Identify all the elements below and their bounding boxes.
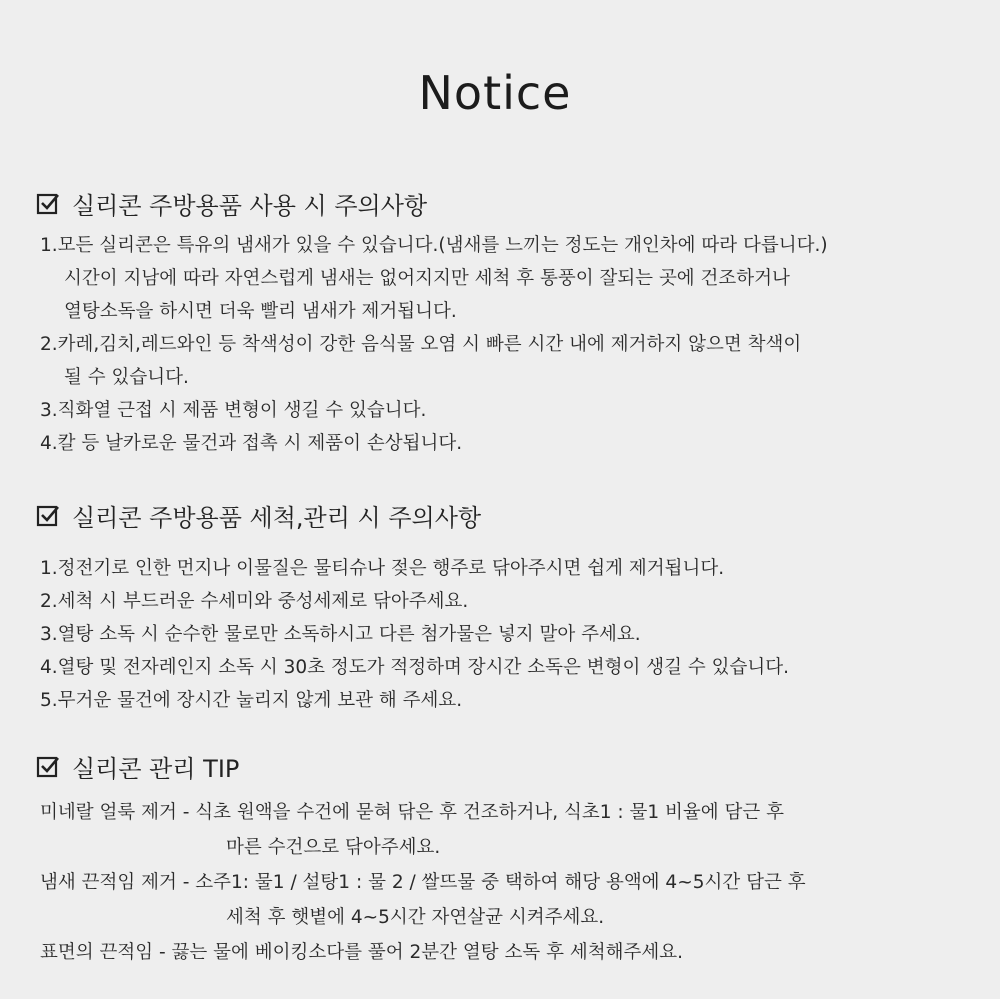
checkbox-checked-icon	[36, 504, 60, 528]
list-item: 될 수 있습니다.	[64, 367, 189, 388]
list-item: 마른 수건으로 닦아주세요.	[226, 837, 441, 858]
section-heading-text: 실리콘 관리 TIP	[72, 755, 240, 783]
usage-caution-list	[40, 229, 828, 460]
list-item: 5.무거운 물건에 장시간 눌리지 않게 보관 해 주세요.	[40, 690, 463, 711]
list-item: 4.열탕 및 전자레인지 소독 시 30초 정도가 적정하며 장시간 소독은 변형이 생길 수 있습니다.	[40, 657, 790, 678]
list-item: 3.열탕 소독 시 순수한 물로만 소독하시고 다른 첨가물은 넣지 말아 주세요.	[40, 624, 641, 645]
list-item: 세척 후 햇볕에 4~5시간 자연살균 시켜주세요.	[226, 907, 605, 928]
list-item: 2.카레,김치,레드와인 등 착색성이 강한 음식물 오염 시 빠른 시간 내에 제거하지 않으면 착색이	[40, 334, 802, 355]
section-heading-cleaning	[36, 498, 481, 533]
list-item: 1.모든 실리콘은 특유의 냄새가 있을 수 있습니다.(냄새를 느끼는 정도는 개인차에 따라 다릅니다.)	[40, 235, 828, 256]
list-item: 미네랄 얼룩 제거 - 식초 원액을 수건에 묻혀 닦은 후 건조하거나, 식초1 : 물1 비율에 담근 후	[40, 802, 785, 823]
tip-list	[40, 795, 806, 970]
page-title: Notice	[418, 66, 572, 120]
list-item: 1.정전기로 인한 먼지나 이물질은 물티슈나 젖은 행주로 닦아주시면 쉽게 제거됩니다.	[40, 558, 725, 579]
list-item: 열탕소독을 하시면 더욱 빨리 냄새가 제거됩니다.	[64, 301, 457, 322]
list-item: 표면의 끈적임 - 끓는 물에 베이킹소다를 풀어 2분간 열탕 소독 후 세척해주세요.	[40, 942, 684, 963]
list-item: 3.직화열 근접 시 제품 변형이 생길 수 있습니다.	[40, 400, 427, 421]
checkbox-checked-icon	[36, 755, 60, 779]
list-item: 시간이 지남에 따라 자연스럽게 냄새는 없어지지만 세척 후 통풍이 잘되는 곳에 건조하거나	[64, 268, 790, 289]
section-heading-tip	[36, 749, 239, 784]
section-heading-text: 실리콘 주방용품 사용 시 주의사항	[72, 192, 428, 220]
list-item: 4.칼 등 날카로운 물건과 접촉 시 제품이 손상됩니다.	[40, 433, 463, 454]
checkbox-checked-icon	[36, 192, 60, 216]
section-heading-text: 실리콘 주방용품 세척,관리 시 주의사항	[72, 504, 482, 532]
section-heading-usage	[36, 186, 427, 221]
list-item: 냄새 끈적임 제거 - 소주1: 물1 / 설탕1 : 물 2 / 쌀뜨물 중 택하여 해당 용액에 4~5시간 담근 후	[40, 872, 806, 893]
cleaning-caution-list	[40, 552, 789, 717]
list-item: 2.세척 시 부드러운 수세미와 중성세제로 닦아주세요.	[40, 591, 469, 612]
